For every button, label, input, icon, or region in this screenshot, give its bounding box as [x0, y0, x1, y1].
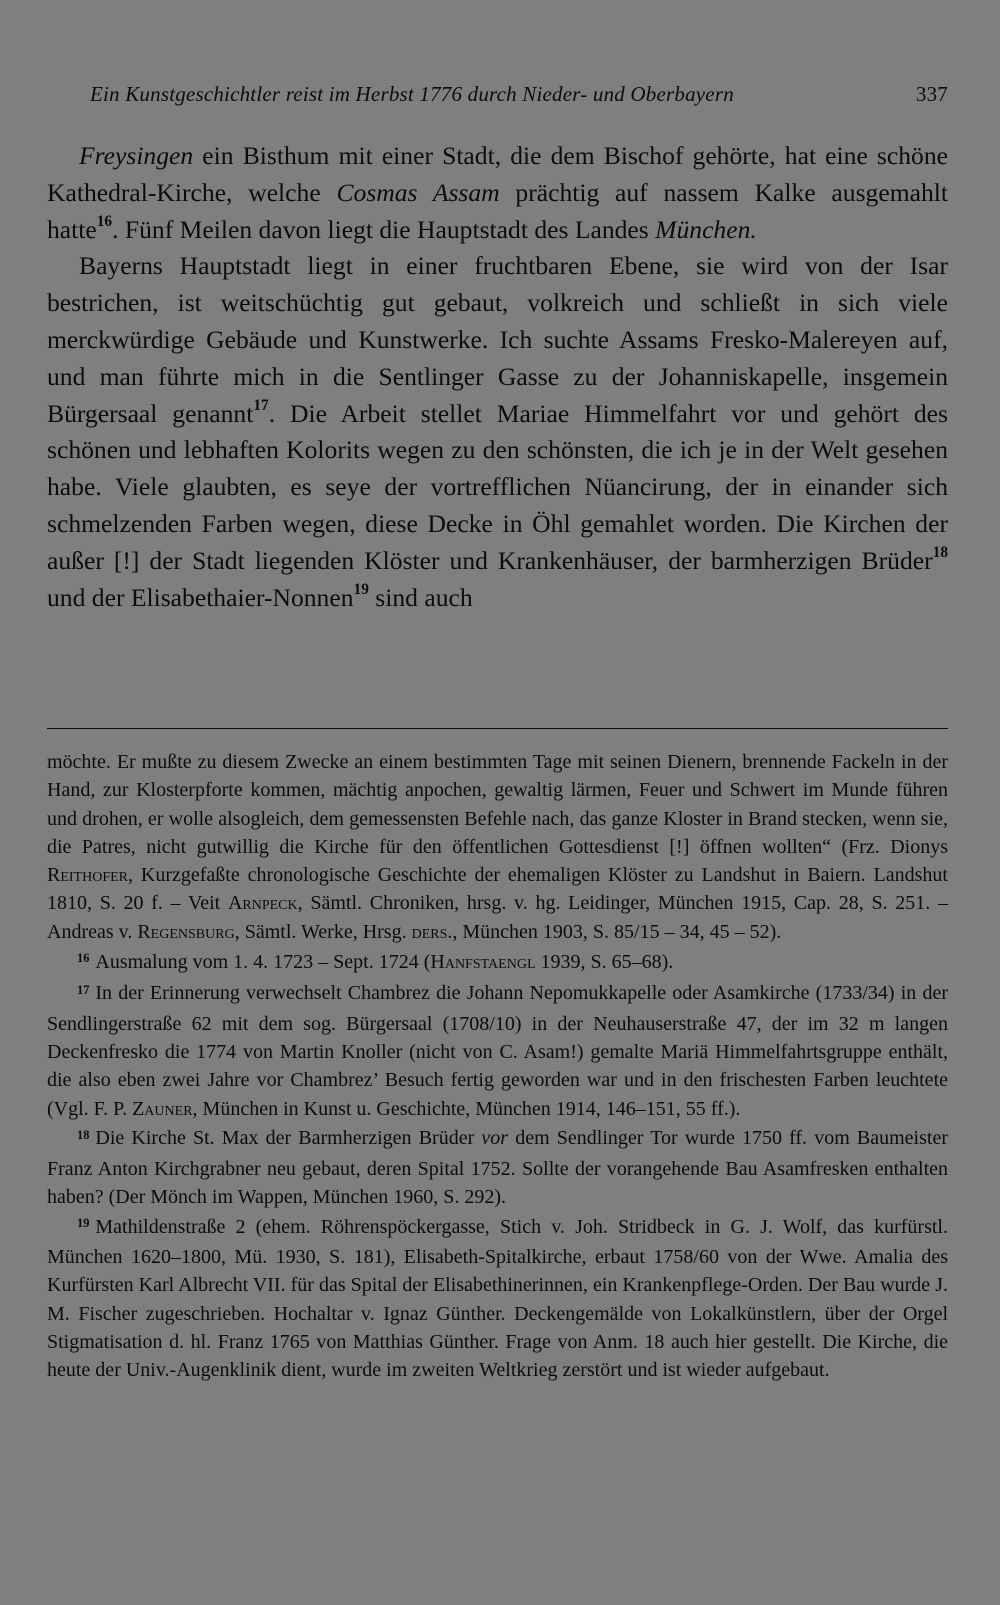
- paragraph: [47, 138, 948, 248]
- running-header: [90, 82, 948, 107]
- running-title: Ein Kunstgeschichtler reist im Herbst 1776 durch Nieder- und Oberbayern: [90, 82, 734, 106]
- text-span: dem Sendlinger Tor wurde 1750 ff. vom Baumeister Franz Anton Kirchgrabner neu gebaut, deren Spital 1752. Sollte der vorangehende Bau Asamfresken enthalten haben? (Der Mönch im Wappen, München 1960, S. 292).: [47, 1127, 948, 1208]
- text-span: , Sämtl. Werke, Hrsg.: [234, 920, 412, 943]
- emphasis: vor: [481, 1127, 509, 1150]
- place-name: Freysingen: [79, 141, 194, 170]
- text-span: Ausmalung vom 1. 4. 1723 – Sept. 1724 (: [95, 950, 431, 973]
- author-name: Zauner: [132, 1097, 193, 1120]
- author-name: ders.: [411, 920, 453, 943]
- text-span: Bayerns Hauptstadt liegt in einer fruchtbaren Ebene, sie wird von der Isar bestrichen, ist weitschüchtig gut gebaut, volkreich und schließt in sich viele merckwürdige Gebäude und Kunstwerke. Ich suchte Assams Fresko-Malereyen auf, und man führte mich in die Sentlinger Gasse zu der Johanniskapelle, insgemein Bürgersaal genannt: [47, 251, 948, 428]
- text-span: ein Bisthum mit einer Stadt, die dem Bischof gehörte, hat eine schöne Kathedral-Kirche, welche: [47, 141, 948, 207]
- author-name: Hanfstaengl: [430, 950, 536, 973]
- text-span: Mathildenstraße 2 (ehem. Röhrenspöckergasse, Stich v. Joh. Stridbeck in G. J. Wolf, das kurfürstl. München 1620–1800, Mü. 1930, S. 181), Elisabeth-Spitalkirche, erbaut 1758/60 von der Wwe. Amalia des Kurfürsten Karl Albrecht VII. für das Spital der Elisabethinerinnen, ein Krankenpflege-Orden. Der Bau wurde J. M. Fischer zugeschrieben. Hochaltar v. Ignaz Günther. Deckengemälde von Lokalkünstlern, über der Orgel Stigmatisation d. hl. Franz 1765 von Matthias Günther. Frage von Anm. 18 auch hier gestellt. Die Kirche, die heute der Univ.-Augenklinik dient, wurde im zweiten Weltkrieg zerstört und ist wieder aufgebaut.: [47, 1215, 948, 1382]
- author-name: Regensburg: [137, 920, 235, 943]
- page-number: 337: [915, 82, 948, 106]
- person-name: Cosmas Assam: [336, 177, 500, 207]
- footnote-divider: [47, 728, 948, 729]
- text-span: , Sämtl. Chroniken, hrsg. v. hg. Leidinger, München 1915, Cap. 28, S. 251. – Andreas v.: [47, 892, 948, 943]
- text-span: , München in Kunst u. Geschichte, München 1914, 146–151, 55 ff.).: [192, 1097, 741, 1120]
- text-span: möchte. Er mußte zu diesem Zwecke an einem bestimmten Tage mit seinen Dienern, brennende Fackeln in der Hand, zur Klosterpforte kommen, mächtig anpochen, gewaltig lärmen, Feuer und Schwert im Munde führen und drohen, er wolle alsogleich, dem gemessensten Befehle nach, das ganze Kloster in Brand stecken, wenn sie, die Patres, nicht gutwillig die Kirche für den öffentlichen Gottesdienst [!] öffnen wollten“ (Frz. Dionys: [47, 751, 948, 858]
- footnote-ref: 16: [96, 212, 113, 230]
- footnote-17: [47, 979, 948, 1122]
- footnote-number: 16: [77, 951, 90, 965]
- text-span: 1939, S. 65–68).: [535, 950, 674, 973]
- text-span: sind auch: [368, 582, 473, 612]
- text-span: , München 1903, S. 85/15 – 34, 45 – 52).: [452, 920, 782, 943]
- footnote-ref: 17: [253, 396, 269, 414]
- place-name: München.: [655, 214, 757, 244]
- text-span: In der Erinnerung verwechselt Chambrez die Johann Nepomukkapelle oder Asamkirche (1733/34) in der Sendlingerstraße 62 mit dem sog. Bürgersaal (1708/10) in der Neuhauserstraße 47, der im 32 m langen Deckenfresko die 1774 von Martin Knoller (nicht von C. Asam!) gemalte Mariä Himmelfahrtsgruppe enthält, die also eben zwei Jahre vor Chambrez’ Besuch fertig geworden war und in den frischesten Farben leuchtete (Vgl. F. P.: [47, 982, 948, 1120]
- footnote-19: [47, 1213, 948, 1385]
- footnote-ref: 18: [932, 543, 948, 561]
- footnote-ref: 19: [353, 580, 369, 598]
- paragraph: [47, 248, 948, 616]
- footnote-number: 19: [77, 1216, 90, 1231]
- footnote-16: [47, 948, 948, 978]
- text-span: prächtig auf nassem Kalke ausgemahlt hatte: [47, 177, 948, 244]
- main-text: [47, 138, 948, 616]
- text-span: . Die Arbeit stellet Mariae Himmelfahrt vor und gehört des schönen und lebhaften Kolorits wegen zu den schönsten, die ich je in der Welt gesehen habe. Viele glaubten, es seye der vortrefflichen Nüancirung, der in einander sich schmelzenden Farben wegen, diese Decke in Öhl gemahlet worden. Die Kirchen der außer [!] der Stadt liegenden Klöster und Krankenhäuser, der barmherzigen Brüder: [47, 398, 948, 575]
- footnote-continuation: [47, 748, 948, 946]
- footnote-18: [47, 1124, 948, 1211]
- author-name: Reithofer: [47, 864, 129, 887]
- footnote-number: 18: [77, 1127, 90, 1142]
- text-span: Die Kirche St. Max der Barmherzigen Brüder: [95, 1127, 482, 1150]
- author-name: Arnpeck: [227, 892, 298, 915]
- text-span: , Kurzgefaßte chronologische Geschichte der ehemaligen Klöster zu Landshut in Baiern. Landshut 1810, S. 20 f. – Veit: [47, 864, 948, 915]
- footnote-number: 17: [77, 982, 90, 997]
- text-span: . Fünf Meilen davon liegt die Hauptstadt des Landes: [112, 214, 656, 244]
- footnotes: [47, 748, 948, 1386]
- text-span: und der Elisabethaier-Nonnen: [47, 582, 354, 612]
